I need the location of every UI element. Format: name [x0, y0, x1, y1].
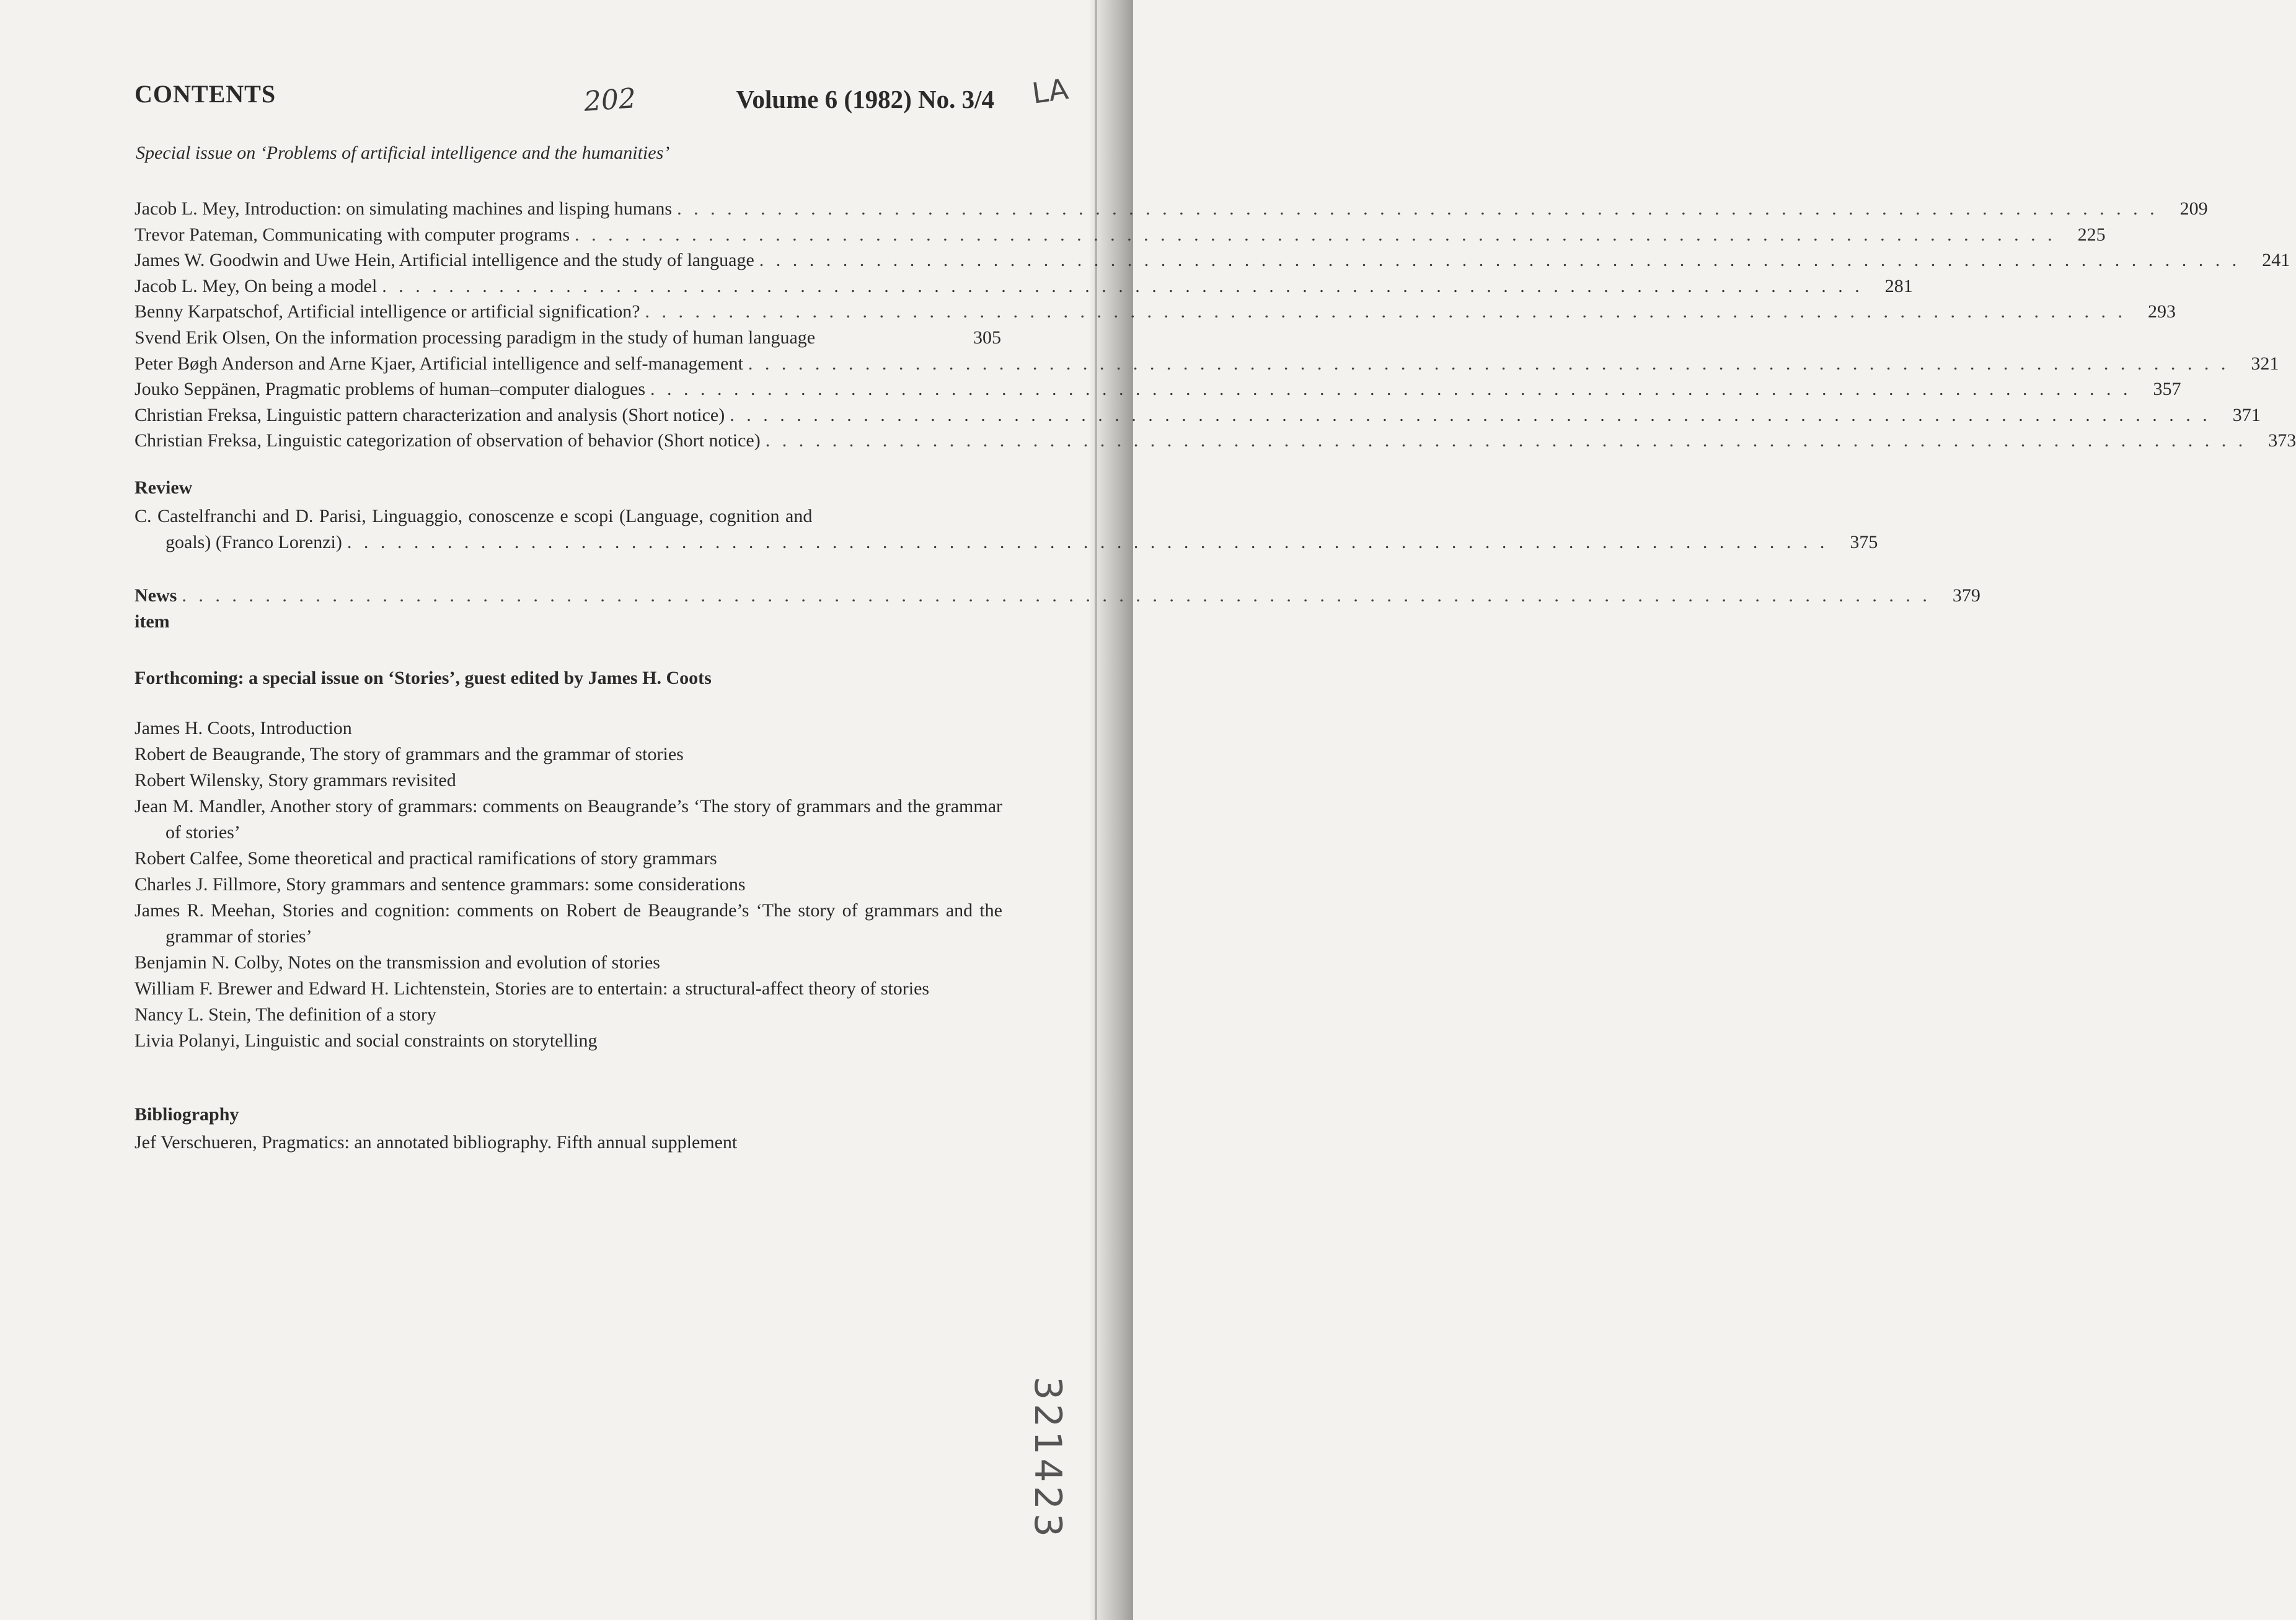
toc-entry	[135, 247, 2290, 273]
dot-leader: . . . . . . . . . . . . . . . . . . . . . . . . . . . . . . . . . . . . . . . . . . . . . . . . . . . . . . . . . . . . . . . . . . . . . . . . . . . . . . . . . . . . . . . . .	[748, 353, 2230, 374]
bibliography-entry: Jef Verschueren, Pragmatics: an annotated bibliography. Fifth annual supplement	[135, 1132, 738, 1153]
news-item-entry	[135, 583, 1980, 632]
toc-entry-title: Jouko Seppänen, Pragmatic problems of human–computer dialogues	[135, 379, 645, 400]
review-entry	[135, 503, 1878, 555]
dot-leader: . . . . . . . . . . . . . . . . . . . . . . . . . . . . . . . . . . . . . . . . . . . . . . . . . . . . . . . . . . . . . . . . . . . . . . . . . . . . . . . . . . . . . . . . .	[677, 198, 2158, 219]
volume-label: Volume 6 (1982) No. 3/4	[736, 85, 994, 113]
toc-entry-page: 321	[2251, 353, 2279, 374]
review-entry-title: goals) (Franco Lorenzi)	[166, 532, 342, 552]
toc-entry-page: 241	[2262, 250, 2290, 271]
forthcoming-item: Robert de Beaugrande, The story of grammars and the grammar of stories	[135, 744, 684, 764]
forthcoming-heading: Forthcoming: a special issue on ‘Stories’, guest edited by James H. Coots	[135, 668, 712, 688]
news-item-label: News item	[135, 585, 177, 632]
news-item-page: 379	[1952, 585, 1980, 606]
review-entry-line2	[135, 529, 1878, 555]
dot-leader: . . . . . . . . . . . . . . . . . . . . . . . . . . . . . . . . . . . . . . . . . . . . . . . . . . . . . . . . . . . . . . . . . . . . . . . . . . . . . . . . . . . . . . . . . . . . . . . . . . . . . . . . .	[182, 585, 1931, 606]
forthcoming-item: William F. Brewer and Edward H. Lichtenstein, Stories are to entertain: a structural-affect theory of stories	[135, 978, 930, 999]
toc-entry-title: Jacob L. Mey, On being a model	[135, 275, 378, 296]
dot-leader: . . . . . . . . . . . . . . . . . . . . . . . . . . . . . . . . . . . . . . . . . . . . . . . . . . . . . . . . . . . . . . . . . . . . . . . . . . . . . . . . . . . . . . . . .	[645, 301, 2127, 322]
toc-list	[135, 196, 2296, 454]
toc-entry-title: James W. Goodwin and Uwe Hein, Artificial intelligence and the study of language	[135, 250, 754, 271]
toc-entry-page: 281	[1884, 275, 1913, 296]
dot-leader: . . . . . . . . . . . . . . . . . . . . . . . . . . . . . . . . . . . . . . . . . . . . . . . . . . . . . . . . . . . . . . . . . . . . . . . . . . . . . . . . . . . . . . . . .	[650, 379, 2132, 400]
forthcoming-item: Charles J. Fillmore, Story grammars and sentence grammars: some considerations	[135, 874, 746, 895]
dot-leader: . . . . . . . . . . . . . . . . . . . . . . . . . . . . . . . . . . . . . . . . . . . . . . . . . . . . . . . . . . . . . . . . . . . . . . . . . . . . . . . . . . . . . . . . .	[765, 430, 2247, 451]
toc-entry-title: Svend Erik Olsen, On the information processing paradigm in the study of human language	[135, 327, 816, 348]
toc-entry	[135, 222, 2106, 248]
handwritten-number: 202	[583, 82, 637, 118]
forthcoming-item: James R. Meehan, Stories and cognition: comments on Robert de Beaugrande’s ‘The story of grammars and the grammar of stories’	[135, 900, 1002, 947]
toc-entry-page: 373	[2268, 430, 2296, 451]
toc-entry	[135, 273, 1913, 299]
toc-entry-title: Christian Freksa, Linguistic pattern characterization and analysis (Short notice)	[135, 404, 725, 425]
toc-entry-title: Jacob L. Mey, Introduction: on simulating machines and lisping humans	[135, 198, 673, 219]
dot-leader: . . . . . . . . . . . . . . . . . . . . . . . . . . . . . . . . . . . . . . . . . . . . . . . . . . . . . . . . . . . . . . . . . . . . . . . . . . . . . . . . . . . . . . . . .	[347, 532, 1829, 552]
dot-leader: . . . . . . . . . . . . . . . . . . . . . . . . . . . . . . . . . . . . . . . . . . . . . . . . . . . . . . . . . . . . . . . . . . . . . . . . . . . . . . . . . . . . . . . . .	[575, 224, 2056, 245]
forthcoming-item: Robert Calfee, Some theoretical and practical ramifications of story grammars	[135, 848, 717, 869]
forthcoming-item: Livia Polanyi, Linguistic and social constraints on storytelling	[135, 1030, 598, 1051]
page-header	[135, 79, 1002, 117]
forthcoming-item: Nancy L. Stein, The definition of a story	[135, 1004, 436, 1025]
toc-entry-page: 225	[2077, 224, 2106, 245]
toc-entry	[135, 351, 2279, 377]
toc-entry	[135, 299, 2176, 325]
toc-entry	[135, 428, 2296, 454]
forthcoming-list	[135, 715, 1002, 1054]
toc-entry-page: 293	[2148, 301, 2176, 322]
toc-entry-page: 371	[2232, 404, 2261, 425]
toc-entry	[135, 196, 2208, 222]
dot-leader: . . . . . . . . . . . . . . . . . . . . . . . . . . . . . . . . . . . . . . . . . . . . . . . . . . . . . . . . . . . . . . . . . . . . . . . . . . . . . . . . . . . . . . . . .	[759, 250, 2241, 271]
dot-leader: . . . . . . . . . . . . . . . . . . . . . . . . . . . . . . . . . . . . . . . . . . . . . . . . . . . . . . . . . . . . . . . . . . . . . . . . . . . . . . . . . . . . . . . . .	[382, 275, 1863, 296]
forthcoming-item: Robert Wilensky, Story grammars revisited	[135, 770, 456, 790]
dot-leader: . . . . . . . . . . . . . . . . . . . . . . . . . . . . . . . . . . . . . . . . . . . . . . . . . . . . . . . . . . . . . . . . . . . . . . . . . . . . . . . . . . . . . . . . .	[730, 404, 2211, 425]
forthcoming-item: Benjamin N. Colby, Notes on the transmission and evolution of stories	[135, 952, 660, 973]
review-entry-line1: C. Castelfranchi and D. Parisi, Linguaggio, conoscenze e scopi (Language, cognition and	[135, 506, 813, 526]
forthcoming-item: James H. Coots, Introduction	[135, 718, 352, 738]
review-entry-page: 375	[1850, 532, 1878, 552]
forthcoming-item: Jean M. Mandler, Another story of grammars: comments on Beaugrande’s ‘The story of grammars and the grammar of stories’	[135, 796, 1002, 843]
toc-entry-title: Christian Freksa, Linguistic categorization of observation of behavior (Short notice)	[135, 430, 761, 451]
toc-entry-title: Benny Karpatschof, Artificial intelligence or artificial signification?	[135, 301, 640, 322]
contents-title: CONTENTS	[135, 80, 276, 108]
toc-entry-title: Trevor Pateman, Communicating with computer programs	[135, 224, 570, 245]
toc-entry	[135, 325, 1001, 351]
toc-entry	[135, 402, 2261, 428]
toc-entry-title: Peter Bøgh Anderson and Arne Kjaer, Artificial intelligence and self-management	[135, 353, 743, 374]
toc-entry	[135, 376, 2181, 402]
toc-entry-page: 357	[2153, 379, 2181, 400]
review-heading: Review	[135, 477, 193, 498]
bibliography-heading: Bibliography	[135, 1104, 239, 1125]
toc-entry-page: 305	[973, 327, 1001, 348]
handwritten-mark: LA	[1030, 72, 1071, 110]
toc-entry-page: 209	[2179, 198, 2208, 219]
special-issue-subtitle: Special issue on ‘Problems of artificial intelligence and the humanities’	[136, 143, 670, 163]
margin-stamp-number: 321423	[1026, 1376, 1069, 1541]
